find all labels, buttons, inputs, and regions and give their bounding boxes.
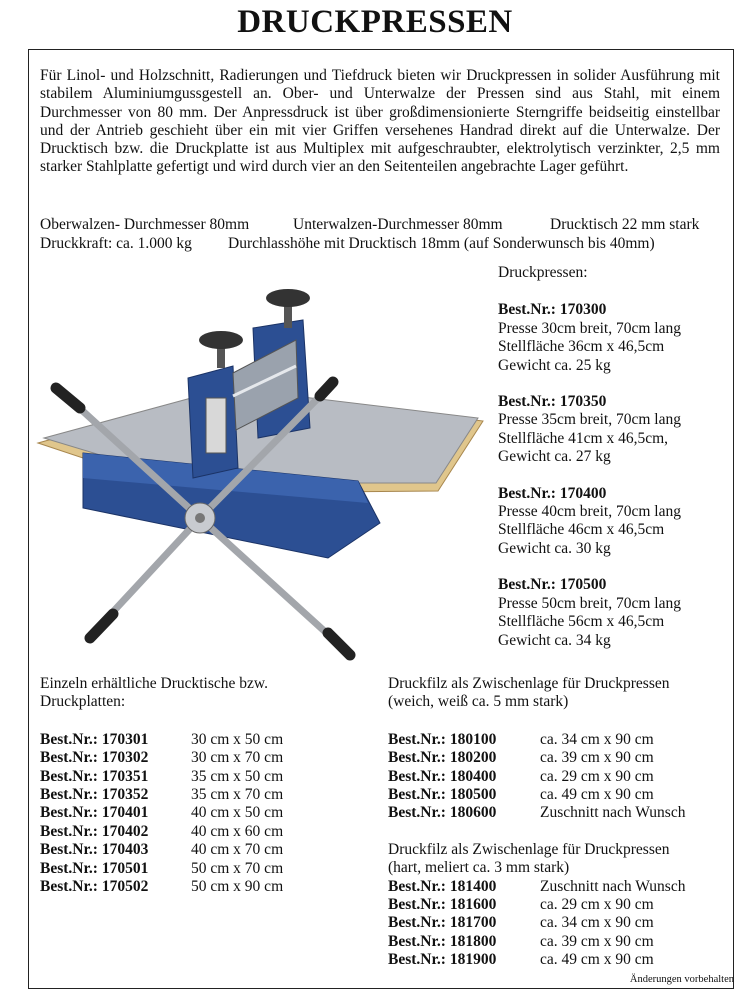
plate-size: 35 cm x 70 cm [191, 786, 284, 804]
table-row [388, 804, 733, 822]
models-heading: Druckpressen: [498, 264, 588, 281]
order-number: Best.Nr.: 180200 [388, 749, 497, 767]
order-number: Best.Nr.: 170351 [40, 767, 149, 785]
plate-size: 40 cm x 50 cm [191, 804, 284, 822]
order-number: Best.Nr.: 170301 [40, 730, 149, 748]
table-row [40, 768, 370, 786]
spec-item: Drucktisch 22 mm stark [550, 216, 700, 233]
model-number: Best.Nr.: 170500 [498, 576, 607, 594]
felt-size: ca. 49 cm x 90 cm [540, 786, 654, 804]
spec-item: Unterwalzen-Durchmesser 80mm [293, 216, 503, 233]
table-row [388, 914, 733, 932]
table-row [388, 749, 733, 767]
specs-row [40, 216, 730, 235]
model-entry [498, 576, 738, 650]
felt-hard-heading: (hart, meliert ca. 3 mm stark) [388, 859, 570, 877]
order-number: Best.Nr.: 181600 [388, 896, 497, 914]
plate-size: 40 cm x 70 cm [191, 841, 284, 859]
model-entry [498, 485, 738, 559]
table-row [40, 804, 370, 822]
model-line: Stellfläche 41cm x 46,5cm, [498, 429, 669, 447]
table-row [388, 896, 733, 914]
table-row [40, 860, 370, 878]
model-line: Presse 35cm breit, 70cm lang [498, 411, 681, 429]
felt-size: ca. 29 cm x 90 cm [540, 767, 654, 785]
felt-size: Zuschnitt nach Wunsch [540, 877, 686, 895]
model-line: Stellfläche 36cm x 46,5cm [498, 338, 665, 356]
model-line: Gewicht ca. 25 kg [498, 356, 611, 374]
table-row [388, 951, 733, 969]
order-number: Best.Nr.: 170302 [40, 749, 149, 767]
order-number: Best.Nr.: 180100 [388, 730, 497, 748]
table-row [40, 841, 370, 859]
order-number: Best.Nr.: 181400 [388, 877, 497, 895]
table-row [40, 878, 370, 896]
felt-soft-heading: Druckfilz als Zwischenlage für Druckpressen [388, 675, 670, 692]
plate-size: 40 cm x 60 cm [191, 822, 284, 840]
table-row [40, 749, 370, 767]
footnote: Änderungen vorbehalten [629, 974, 734, 985]
order-number: Best.Nr.: 180500 [388, 786, 497, 804]
order-number: Best.Nr.: 170403 [40, 841, 149, 859]
felt-size: ca. 39 cm x 90 cm [540, 932, 654, 950]
star-knob [199, 331, 243, 349]
table-row [388, 786, 733, 804]
model-number: Best.Nr.: 170350 [498, 393, 607, 411]
table-row [388, 878, 733, 896]
model-entry [498, 301, 738, 375]
plate-size: 50 cm x 90 cm [191, 878, 284, 896]
felt-size: ca. 39 cm x 90 cm [540, 749, 654, 767]
plates-table [40, 731, 370, 897]
plate-size: 30 cm x 70 cm [191, 749, 284, 767]
plate-size: 50 cm x 70 cm [191, 859, 284, 877]
spec-item: Druckkraft: ca. 1.000 kg [40, 234, 192, 252]
table-row [40, 731, 370, 749]
table-row [388, 933, 733, 951]
model-line: Gewicht ca. 30 kg [498, 539, 611, 557]
order-number: Best.Nr.: 181900 [388, 951, 497, 969]
felt-size: ca. 49 cm x 90 cm [540, 951, 654, 969]
model-number: Best.Nr.: 170400 [498, 484, 607, 502]
plate-size: 30 cm x 50 cm [191, 730, 284, 748]
felt-size: Zuschnitt nach Wunsch [540, 804, 686, 822]
order-number: Best.Nr.: 181800 [388, 932, 497, 950]
press-photo [28, 278, 498, 673]
felt-hard-heading: Druckfilz als Zwischenlage für Druckpressen [388, 840, 670, 858]
model-line: Presse 30cm breit, 70cm lang [498, 319, 681, 337]
plate-size: 35 cm x 50 cm [191, 767, 284, 785]
order-number: Best.Nr.: 170352 [40, 786, 149, 804]
felt-hard-table [388, 878, 733, 970]
order-number: Best.Nr.: 170502 [40, 878, 149, 896]
order-number: Best.Nr.: 170402 [40, 822, 149, 840]
felt-size: ca. 34 cm x 90 cm [540, 730, 654, 748]
spec-item: Oberwalzen- Durchmesser 80mm [40, 216, 250, 233]
model-line: Gewicht ca. 27 kg [498, 448, 611, 466]
felt-size: ca. 34 cm x 90 cm [540, 914, 654, 932]
plates-section [40, 675, 370, 896]
plates-heading: Einzeln erhältliche Drucktische bzw. [40, 675, 268, 692]
model-line: Stellfläche 46cm x 46,5cm [498, 521, 665, 539]
specs-block [40, 216, 730, 253]
page-title: DRUCKPRESSEN [237, 4, 513, 40]
order-number: Best.Nr.: 180400 [388, 767, 497, 785]
table-row [388, 731, 733, 749]
order-number: Best.Nr.: 170401 [40, 804, 149, 822]
model-line: Presse 50cm breit, 70cm lang [498, 594, 681, 612]
table-row [40, 786, 370, 804]
felt-soft-table [388, 731, 733, 823]
intro-paragraph: Für Linol- und Holzschnitt, Radierungen und Tiefdruck bieten wir Druckpressen in solider Ausführung mit stabilem Aluminiumgussgestell an. Ober- und Unterwalze der Pressen sind aus Stahl, mit einem Durchmesser von 80 mm. Der Anpressdruck ist über großdimensionierte Sterngriffe beidseitig einstellbar und der Antrieb geschieht über ein mit vier Griffen versehenes Handrad direkt auf die Unterwalze. Der Drucktisch bzw. die Druckplatte ist aus Multiplex mit aufgeschraubter, elektrolytisch verzinkter, 2,5 mm starker Stahlplatte gefertigt und wird durch vier an den Seitenteilen angebrachte Lager geführt. [40, 67, 720, 176]
order-number: Best.Nr.: 170501 [40, 859, 149, 877]
table-row [388, 768, 733, 786]
spec-item: Durchlasshöhe mit Drucktisch 18mm (auf Sonderwunsch bis 40mm) [228, 234, 655, 252]
felt-soft-heading: (weich, weiß ca. 5 mm stark) [388, 693, 569, 711]
order-number: Best.Nr.: 181700 [388, 914, 497, 932]
model-number: Best.Nr.: 170300 [498, 301, 607, 319]
model-line: Presse 40cm breit, 70cm lang [498, 503, 681, 521]
table-row [40, 823, 370, 841]
order-number: Best.Nr.: 180600 [388, 804, 497, 822]
model-line: Stellfläche 56cm x 46,5cm [498, 613, 665, 631]
star-knob [266, 289, 310, 307]
model-entry [498, 393, 738, 467]
press-models [498, 264, 738, 668]
felt-section [388, 675, 733, 970]
felt-size: ca. 29 cm x 90 cm [540, 896, 654, 914]
plates-heading: Druckplatten: [40, 693, 126, 711]
model-line: Gewicht ca. 34 kg [498, 631, 611, 649]
specs-row [40, 235, 730, 254]
